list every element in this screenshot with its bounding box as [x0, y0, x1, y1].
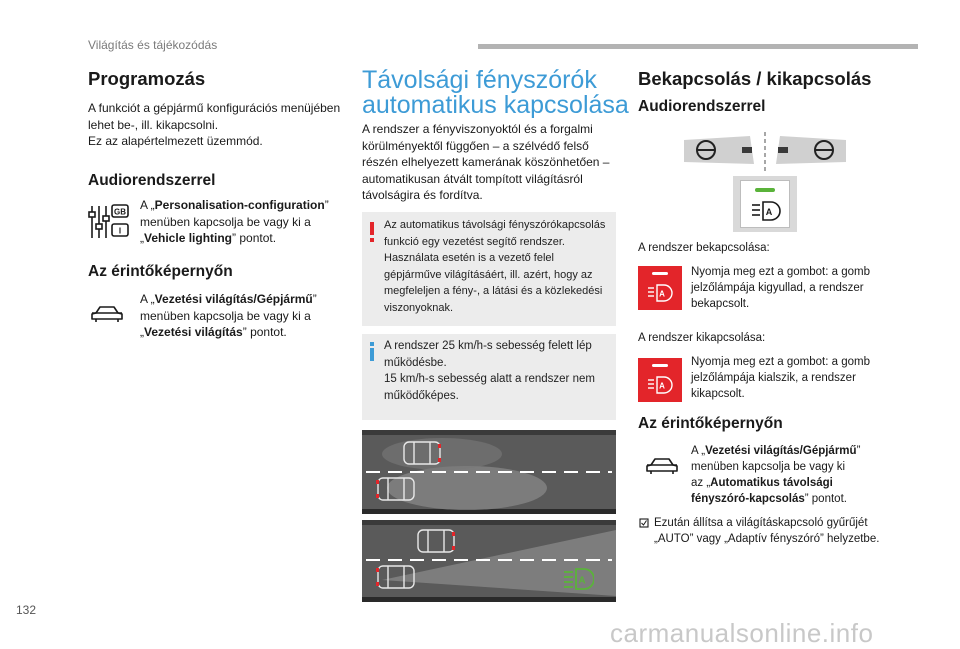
button-led-on-icon	[638, 266, 682, 310]
svg-text:A: A	[578, 575, 586, 587]
led-on-icon	[755, 188, 775, 192]
audio-system-title: Audiorendszerrel	[88, 172, 216, 189]
programming-title: Programozás	[88, 68, 206, 89]
programming-intro: A funkciót a gépjármű konfigurációs menüjében lehet be-, ill. kikapcsolni. Ez az alapértelmezett üzemmód.	[88, 101, 341, 148]
info-icon-dot	[370, 342, 374, 346]
warning-icon	[370, 222, 374, 235]
system-off-text: Nyomja meg ezt a gombot: a gomb jelzőlámpája kialszik, a rendszer kikapcsolt.	[691, 356, 870, 400]
info-text: A rendszer 25 km/h-s sebesség felett lép működésbe. 15 km/h-s sebesség alatt a rendszer nem működőképes.	[384, 340, 595, 402]
warning-text: Az automatikus távolsági fényszórókapcsolás funkció egy vezetést segítő rendszer. Használata esetén is a vezető felel gépjárműve világításáért, ill. azért, hogy az megfeleljen a fény-, a látási és a közlekedési viszonyoknak.	[384, 219, 606, 314]
system-on-text: Nyomja meg ezt a gombot: a gomb jelzőlámpája kigyullad, a rendszer bekapcsolt.	[691, 266, 870, 310]
car-icon-right	[645, 456, 679, 476]
svg-text:A: A	[659, 289, 665, 299]
system-on-label: A rendszer bekapcsolása:	[638, 242, 770, 254]
touchscreen-instructions-right: A „Vezetési világítás/Gépjármű” menüben kapcsolja be vagy ki az „Automatikus távolsági fényszóró-kapcsolás” pontot.	[691, 445, 861, 505]
high-beam-button-closeup	[733, 176, 797, 232]
audio-system-title-right: Audiorendszerrel	[638, 98, 766, 115]
settings-sliders-icon	[88, 202, 130, 242]
road-illustration-high-beam	[362, 520, 616, 602]
header-rule	[478, 44, 918, 49]
watermark: carmanualsonline.info	[610, 618, 874, 648]
svg-text:A: A	[765, 207, 773, 217]
button-led-off-icon	[638, 358, 682, 402]
high-beam-assist-indicator-icon	[562, 566, 594, 592]
warning-icon-dot	[370, 238, 374, 242]
final-instruction: Ezután állítsa a világításkapcsoló gyűrűjét „AUTO” vagy „Adaptív fényszóró” helyzetbe.	[654, 517, 880, 545]
road-illustration-low-beam	[362, 430, 616, 514]
auto-high-beam-title: Távolsági fényszórók automatikus kapcsolása	[362, 66, 629, 119]
audio-instructions: A „Personalisation-configuration” menüben kapcsolja be vagy ki a „Vehicle lighting” pontot.	[140, 198, 329, 245]
i-label: I	[118, 226, 122, 236]
running-header: Világítás és tájékozódás	[88, 38, 218, 52]
svg-text:A: A	[659, 381, 665, 391]
dashboard-location-icon	[684, 132, 846, 172]
car-icon	[90, 304, 124, 324]
checkbox-bullet-icon	[639, 518, 649, 528]
auto-high-beam-description: A rendszer a fényviszonyoktól és a forgalmi körülményektől függően – a szélvédő felső részén elhelyezett kamerának köszönhetően – automatikusan átvált tompított világításról távolságira és fordítva.	[362, 122, 610, 202]
system-off-label: A rendszer kikapcsolása:	[638, 332, 766, 344]
touchscreen-title-right: Az érintőképernyőn	[638, 415, 783, 432]
gb-label: GB	[114, 207, 126, 217]
page-number: 132	[16, 603, 37, 617]
touchscreen-title: Az érintőképernyőn	[88, 263, 233, 280]
auto-high-beam-icon	[751, 200, 781, 222]
on-off-title: Bekapcsolás / kikapcsolás	[638, 68, 872, 89]
touchscreen-instructions: A „Vezetési világítás/Gépjármű” menüben kapcsolja be vagy ki a „Vezetési világítás” pontot.	[140, 292, 317, 339]
info-icon	[370, 348, 374, 361]
